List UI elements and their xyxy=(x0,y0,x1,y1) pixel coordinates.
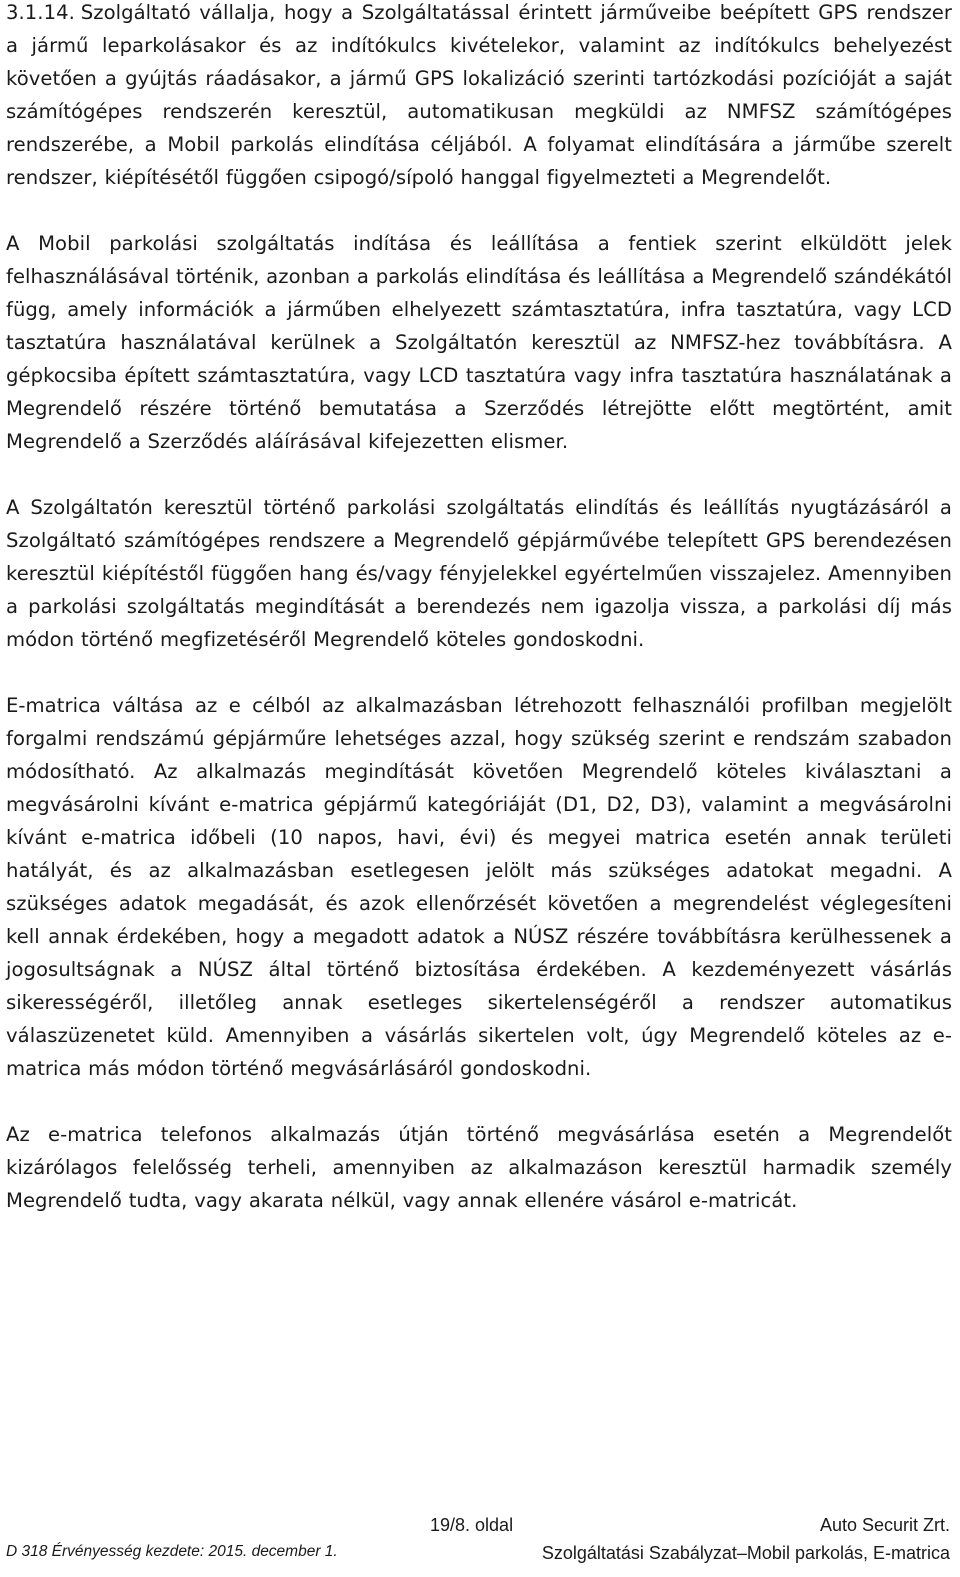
document-body xyxy=(6,0,952,1217)
paragraph-1-text: Szolgáltató vállalja, hogy a Szolgáltatással érintett járműveibe beépített GPS rendszer a jármű leparkolásakor és az indítókulcs kivételekor, valamint az indítókulcs behelyezést követően a gyújtás ráadásakor, a jármű GPS lokalizáció szerinti tartózkodási pozícióját a saját számítógépes rendszerén keresztül, automatikusan megküldi az NMFSZ számítógépes rendszerébe, a Mobil parkolás elindítása céljából. A folyamat elindítására a járműbe szerelt rendszer, kiépítésétől függően csipogó/sípoló hanggal figyelmezteti a Megrendelőt. xyxy=(6,1,952,189)
section-number: 3.1.14. xyxy=(6,1,75,24)
footer-validity: D 318 Érvényesség kezdete: 2015. december 1. xyxy=(6,1543,338,1560)
footer-page-number: 19/8. oldal xyxy=(430,1515,514,1535)
paragraph-5: Az e-matrica telefonos alkalmazás útján történő megvásárlása esetén a Megrendelőt kizárólagos felelősség terheli, amennyiben az alkalmazáson keresztül harmadik személy Megrendelő tudta, vagy akarata nélkül, vagy annak ellenére vásárol e-matricát. xyxy=(6,1123,952,1212)
paragraph-1 xyxy=(6,0,952,194)
footer-company-name: Auto Securit Zrt. xyxy=(819,1515,950,1535)
page-footer xyxy=(6,1509,952,1575)
paragraph-3: A Szolgáltatón keresztül történő parkolási szolgáltatás elindítás és leállítás nyugtázásáról a Szolgáltató számítógépes rendszere a Megrendelő gépjárművébe telepített GPS berendezésen keresztül kiépítéstől függően hang és/vagy fényjelekkel egyértelműen visszajelez. Amennyiben a parkolási szolgáltatás megindítását a berendezés nem igazolja vissza, a parkolási díj más módon történő megfizetéséről Megrendelő köteles gondoskodni. xyxy=(6,496,952,651)
paragraph-4: E-matrica váltása az e célból az alkalmazásban létrehozott felhasználói profilban megjelölt forgalmi rendszámú gépjárműre lehetséges azzal, hogy szükség szerint e rendszám szabadon módosítható. Az alkalmazás megindítását követően Megrendelő köteles kiválasztani a megvásárolni kívánt e-matrica gépjármű kategóriáját (D1, D2, D3), valamint a megvásárolni kívánt e-matrica időbeli (10 napos, havi, évi) és megyei matrica esetén annak területi hatályát, és az alkalmazásban esetlegesen jelölt más szükséges adatokat megadni. A szükséges adatok megadását, és azok ellenőrzését követően a megrendelést véglegesíteni kell annak érdekében, hogy a megadott adatok a NÚSZ részére továbbításra kerülhessenek a jogosultságnak a NÚSZ által történő biztosítása érdekében. A kezdeményezett vásárlás sikerességéről, illetőleg annak esetleges sikertelenségéről a rendszer automatikus válaszüzenetet küld. Amennyiben a vásárlás sikertelen volt, úgy Megrendelő köteles az e-matrica más módon történő megvásárlásáról gondoskodni. xyxy=(6,694,952,1080)
paragraph-2: A Mobil parkolási szolgáltatás indítása és leállítása a fentiek szerint elküldött jelek felhasználásával történik, azonban a parkolás elindítása és leállítása a Megrendelő szándékától függ, amely információk a járműben elhelyezett számtasztatúra, infra tasztatúra, vagy LCD tasztatúra használatával kerülnek a Szolgáltatón keresztül az NMFSZ-hez továbbításra. A gépkocsiba épített számtasztatúra, vagy LCD tasztatúra vagy infra tasztatúra használatának a Megrendelő részére történő bemutatása a Szerződés létrejötte előtt megtörtént, amit Megrendelő a Szerződés aláírásával kifejezetten elismer. xyxy=(6,232,952,453)
footer-document-title: Szolgáltatási Szabályzat–Mobil parkolás, E-matrica xyxy=(541,1543,950,1563)
